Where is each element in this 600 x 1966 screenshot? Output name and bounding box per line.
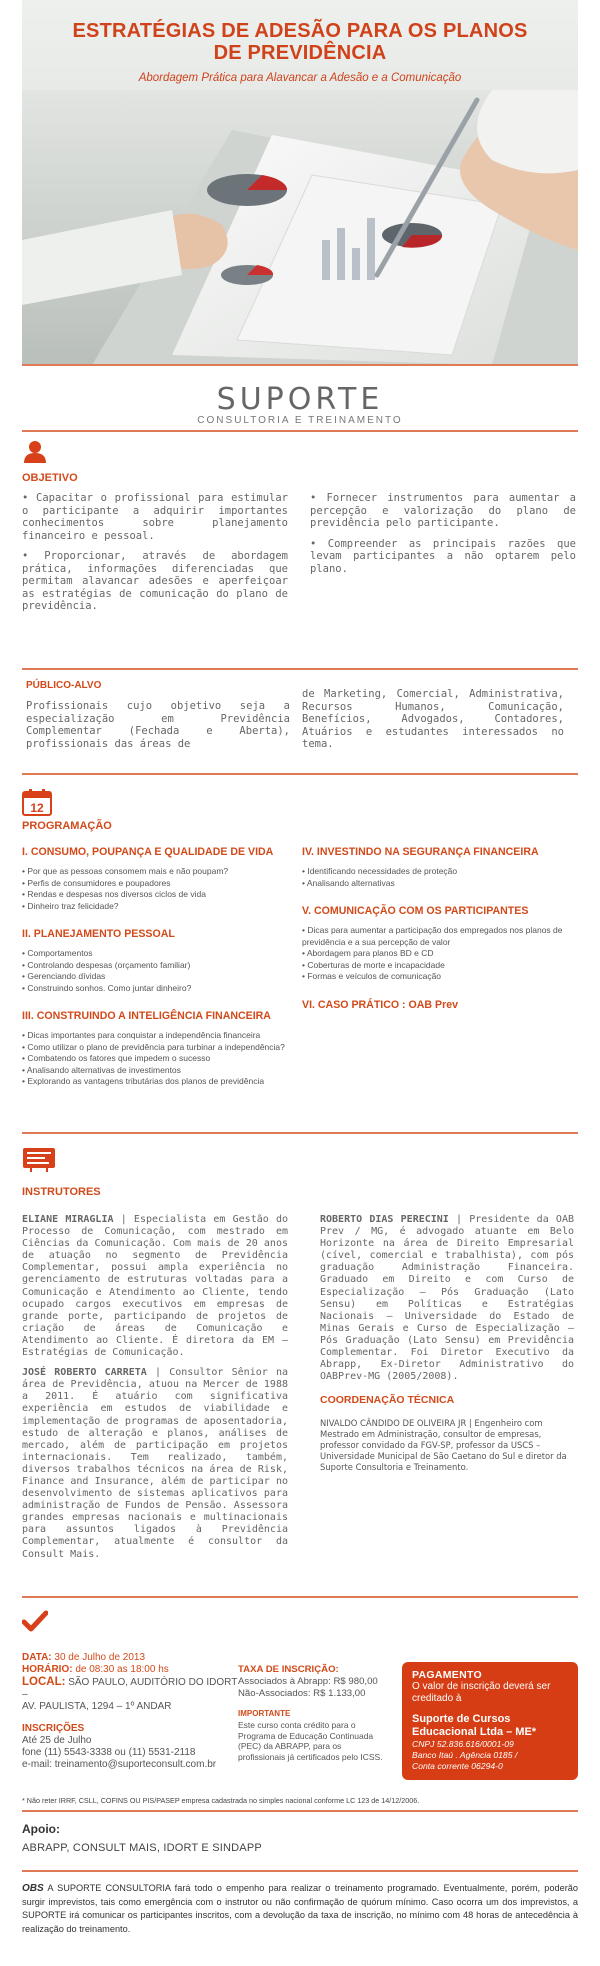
phone-number: fone (11) 5543-3338 ou (11) 5531-2118 bbox=[22, 1747, 196, 1758]
inscricoes-deadline: Até 25 de Julho bbox=[22, 1735, 92, 1746]
objetivo-left-column bbox=[22, 492, 288, 621]
page-subtitle: Abordagem Prática para Alavancar a Adesão e a Comunicação bbox=[138, 72, 462, 84]
module-topic: • Coberturas de morte e incapacidade bbox=[302, 959, 445, 970]
payment-title: PAGAMENTO bbox=[412, 1669, 482, 1681]
publico-divider bbox=[22, 773, 578, 775]
programacao-module bbox=[302, 999, 578, 1011]
fee-associates: Associados à Abrapp: R$ 980,00 bbox=[238, 1676, 378, 1687]
header-banner bbox=[22, 0, 578, 365]
time-value: de 08:30 as 18:00 hs bbox=[75, 1664, 169, 1675]
instructor-roberto bbox=[320, 1214, 574, 1383]
coordenacao-text: NIVALDO CÂNDIDO DE OLIVEIRA JR | Engenheiro com Mestrado em Administração, consultor de empresas, professor convidado da FGV-SP, professor da USCS – Universidade Municipal de São Caetano do Sul e diretor da Suporte Consultoria e Treinamento. bbox=[320, 1418, 567, 1472]
publico-right-text: de Marketing, Comercial, Administrativa, Recursos Humanos, Comunicação, Benefícios, Advogados, Contadores, Atuários e estudantes interessados no tema. bbox=[302, 688, 564, 750]
module-topic: • Comportamentos bbox=[22, 948, 93, 958]
logo-divider bbox=[22, 430, 578, 432]
programacao-module bbox=[302, 846, 578, 889]
apoio-divider bbox=[22, 1870, 578, 1872]
module-topic: • Formas e veículos de comunicação bbox=[302, 971, 442, 981]
objetivo-item: • Capacitar o profissional para estimular o participante a adquirir importantes conhecimentos sobre planejamento financeiro e pessoal. bbox=[22, 492, 288, 542]
apoio-title: Apoio: bbox=[22, 1822, 60, 1836]
logo-brand: SUPORTE bbox=[216, 382, 384, 417]
obs-section bbox=[22, 1882, 578, 1936]
module-topic: • Como utilizar o plano de previdência para turbinar a independência? bbox=[22, 1041, 285, 1052]
logo-tagline: CONSULTORIA E TREINAMENTO bbox=[197, 415, 403, 426]
event-details bbox=[22, 1652, 242, 1771]
company-logo bbox=[0, 382, 600, 426]
registration-fee bbox=[238, 1664, 388, 1762]
objetivo-item: • Fornecer instrumentos para aumentar a percepção e valorização do plano de previdência pelo participante. bbox=[310, 492, 576, 529]
time-label: HORÁRIO: bbox=[22, 1664, 73, 1675]
module-topic: • Dicas importantes para conquistar a independência financeira bbox=[22, 1030, 261, 1040]
apoio-text: ABRAPP, CONSULT MAIS, IDORT E SINDAPP bbox=[22, 1842, 262, 1854]
importante-title: IMPORTANTE bbox=[238, 1709, 291, 1718]
objetivo-right-column bbox=[310, 492, 576, 583]
module-topic: • Abordagem para planos BD e CD bbox=[302, 948, 434, 958]
objetivo-divider bbox=[22, 668, 578, 670]
module-topic: • Por que as pessoas consomem mais e não poupam? bbox=[22, 866, 229, 876]
programacao-divider bbox=[22, 1132, 578, 1134]
payment-text: O valor de inscrição deverá ser creditado à bbox=[412, 1681, 551, 1704]
programacao-title: PROGRAMAÇÃO bbox=[22, 820, 112, 832]
objetivo-title: OBJETIVO bbox=[22, 472, 78, 484]
payment-account: Conta corrente 06294-0 bbox=[412, 1761, 503, 1771]
module-topic: • Rendas e despesas nos diversos ciclos de vida bbox=[22, 889, 206, 899]
objetivo-item: • Compreender as principais razões que levam participantes a não optarem pelo plano. bbox=[310, 537, 576, 575]
instrutores-right-column bbox=[320, 1214, 574, 1391]
payment-bank: Banco Itaú . Agência 0185 / bbox=[412, 1750, 518, 1760]
module-heading: II. PLANEJAMENTO PESSOAL bbox=[22, 928, 175, 940]
module-topic: • Controlando despesas (orçamento familiar) bbox=[22, 959, 191, 970]
module-topic: • Identificando necessidades de proteção bbox=[302, 866, 458, 876]
instructor-bio: | Especialista em Gestão do Processo de Comunicação, com mestrado em Ciências da Comunicação. Com mais de 20 anos de atuação no segmento de Previdência Complementar, possui ampla experiência no gerenciamento de estruturas voltadas para a Comunicação e Atendimento ao Cliente, tendo ocupado cargos executivos em empresas de grande porte, participando de projetos de criação de áreas de Comunicação e Atendimento ao Cliente. É diretora da EM – Estratégias de Comunicação. bbox=[22, 1214, 288, 1359]
location-address: AV. PAULISTA, 1294 – 1º ANDAR bbox=[22, 1701, 172, 1712]
obs-text: A SUPORTE CONSULTORIA fará todo o empenho para realizar o treinamento programado. Eventualmente, porém, poderão surgir imprevistos, tais como emergência com o instrutor ou não confirmação de quórum mínimo. Caso ocorra um dos imprevistos, a SUPORTE irá comunicar os participantes inscritos, com a devolução da taxa de inscrição, no mínimo com 48 horas de antecedência à realização do treinamento. bbox=[22, 1883, 578, 1934]
fee-non-associates: Não-Associados: R$ 1.133,00 bbox=[238, 1688, 366, 1699]
instrutores-title: INSTRUTORES bbox=[22, 1186, 101, 1198]
fee-title: TAXA DE INSCRIÇÃO: bbox=[238, 1664, 339, 1675]
module-topic: • Analisando alternativas de investimentos bbox=[22, 1064, 181, 1075]
programacao-right-column bbox=[302, 846, 578, 1027]
inscricoes-title: INSCRIÇÕES bbox=[22, 1723, 85, 1734]
module-heading: III. CONSTRUINDO A INTELIGÊNCIA FINANCEIRA bbox=[22, 1010, 271, 1022]
publico-title: PÚBLICO-ALVO bbox=[26, 680, 102, 691]
calendar-number: 12 bbox=[30, 801, 44, 815]
programacao-module bbox=[22, 1010, 302, 1088]
checkmark-icon bbox=[22, 1610, 48, 1632]
publico-left-text: Profissionais cujo objetivo seja a especialização em Previdência Complementar (Fechada e Aberta), profissionais das áreas de bbox=[26, 700, 290, 750]
instructor-bio: | Presidente da OAB Prev / MG, é advogado atuante em Belo Horizonte na área de Direito Empresarial (cível, comercial e trabalhista), com pós graduação Administração Financeira. Graduado em Direito e com Curso de Especialização – Pós Graduação (Lato Sensu) em Políticas e Estratégias Nacionais – Universidade do Estado de Minas Gerais e Curso de Especialização – Pós Graduação (Lato Sensu) em Previdência Complementar. Foi Diretor Executivo da Abrapp, Ex-Diretor Administrativo do OABPrev-MG (2005/2008). bbox=[320, 1214, 574, 1383]
module-topic: • Dicas para aumentar a participação dos empregados nos planos de previdência e a sua percepção de valor bbox=[302, 925, 563, 947]
module-heading: V. COMUNICAÇÃO COM OS PARTICIPANTES bbox=[302, 905, 529, 917]
module-heading: I. CONSUMO, POUPANÇA E QUALIDADE DE VIDA bbox=[22, 846, 274, 858]
payment-company: Suporte de Cursos Educacional Ltda – ME* bbox=[412, 1713, 537, 1738]
coordenacao-title: COORDENAÇÃO TÉCNICA bbox=[320, 1394, 455, 1406]
tax-footnote: * Não reter IRRF, CSLL, COFINS OU PIS/PASEP empresa cadastrada no simples nacional conforme LC 123 de 14/12/2006. bbox=[22, 1796, 420, 1805]
programacao-left-column bbox=[22, 846, 302, 1104]
date-label: DATA: bbox=[22, 1652, 52, 1663]
instructor-name: JOSÉ ROBERTO CARRETA bbox=[22, 1367, 147, 1379]
instrutores-divider bbox=[22, 1596, 578, 1598]
module-topic: • Gerenciando dívidas bbox=[22, 971, 106, 981]
footnote-divider bbox=[22, 1810, 578, 1812]
location-value: SÃO PAULO, AUDITÓRIO DO IDORT – bbox=[22, 1677, 238, 1700]
module-topic: • Construindo sonhos. Como juntar dinheiro? bbox=[22, 982, 192, 993]
module-topic: • Analisando alternativas bbox=[302, 877, 395, 888]
instructor-name: ROBERTO DIAS PERECINI bbox=[320, 1214, 449, 1225]
page-title: ESTRATÉGIAS DE ADESÃO PARA OS PLANOS DE PREVIDÊNCIA bbox=[72, 20, 528, 64]
instructor-bio: | Consultor Sênior na área de Previdência, atuou na Mercer de 1988 a 2011. É atuário com significativa experiência em estudos de viabilidade e implementação de programas de aposentadoria, estudo de alteração e planos, análises de mercado, além de participação em projetos internacionais. Tem realizado, também, diversos trabalhos técnicos na área de Risk, Finance and Insurance, além de participar no desenvolvimento de sistemas aplicativos para administração de Fundos de Pensão. Assessora grandes empresas nacionais e multinacionais para assuntos ligados à Previdência Complementar, atualmente é consultor da Consult Mais. bbox=[22, 1367, 288, 1560]
module-topic: • Dinheiro traz felicidade? bbox=[22, 900, 119, 911]
programacao-module bbox=[22, 928, 302, 994]
programacao-module bbox=[302, 905, 578, 983]
location-label: LOCAL: bbox=[22, 1676, 66, 1688]
obs-label: OBS bbox=[22, 1883, 44, 1894]
importante-text: Este curso conta crédito para o Programa de Educação Continuada (PEC) da ABRAPP, para os profissionais já certificados pelo ICSS. bbox=[238, 1720, 383, 1762]
presentation-board-icon bbox=[22, 1146, 56, 1172]
module-topic: • Explorando as vantagens tributárias dos planos de previdência bbox=[22, 1076, 265, 1086]
module-topic: • Perfis de consumidores e poupadores bbox=[22, 877, 171, 888]
apoio-section bbox=[22, 1822, 578, 1854]
payment-box bbox=[402, 1662, 578, 1780]
programacao-module bbox=[22, 846, 302, 912]
date-value: 30 de Julho de 2013 bbox=[54, 1652, 146, 1663]
email-address[interactable]: e-mail: treinamento@suporteconsult.com.br bbox=[22, 1759, 217, 1770]
module-topic: • Combatendo os fatores que impedem o sucesso bbox=[22, 1053, 211, 1063]
objetivo-item: • Proporcionar, através de abordagem prática, informações diferenciadas que permitam alavancar adesões e aperfeiçoar as estratégias de comunicação do plano de previdência. bbox=[22, 550, 288, 612]
instructor-jose bbox=[22, 1367, 288, 1561]
calendar-icon bbox=[22, 788, 52, 816]
instrutores-left-column bbox=[22, 1214, 288, 1569]
payment-cnpj: CNPJ 52.836.616/0001-09 bbox=[412, 1739, 514, 1749]
header-divider bbox=[22, 364, 578, 366]
instructor-name: ELIANE MIRAGLIA bbox=[22, 1214, 114, 1225]
person-icon bbox=[22, 440, 48, 464]
module-heading: IV. INVESTINDO NA SEGURANÇA FINANCEIRA bbox=[302, 846, 539, 858]
business-chart-photo bbox=[22, 90, 578, 365]
instructor-eliane bbox=[22, 1214, 288, 1359]
module-heading: VI. CASO PRÁTICO : OAB Prev bbox=[302, 998, 458, 1011]
